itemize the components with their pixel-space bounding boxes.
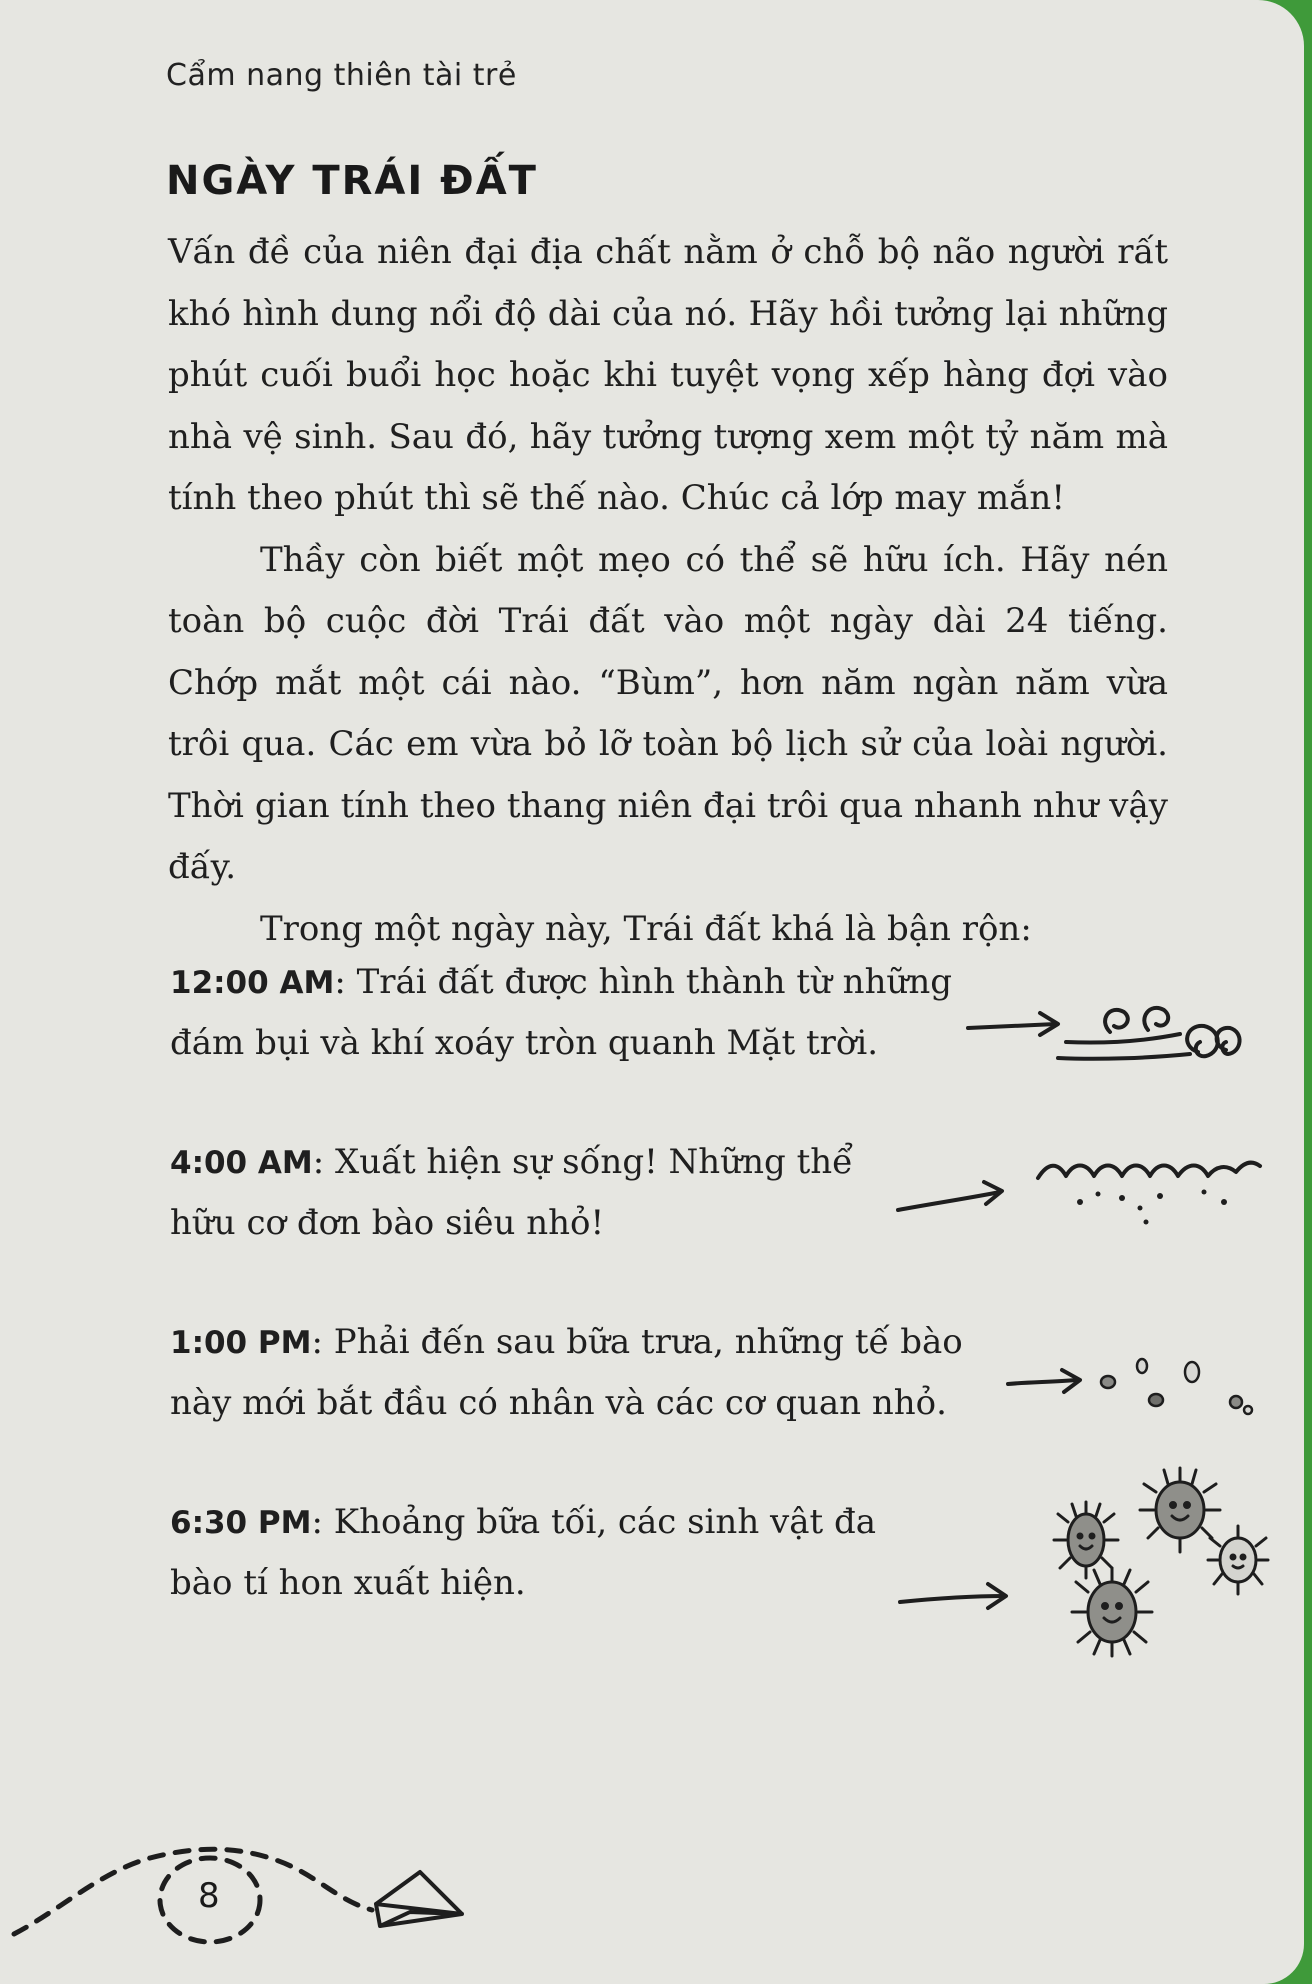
swirl-dust-icon — [1058, 1008, 1240, 1059]
arrow-right-icon — [1008, 1370, 1080, 1392]
wave-dots-icon — [1038, 1163, 1260, 1178]
paragraph-2: Thầy còn biết một mẹo có thể sẽ hữu ích. Hãy nén toàn bộ cuộc đời Trái đất vào một ngày dài 24 tiếng. Chớp mắt một cái nào. “Bùm”, hơn năm ngàn năm vừa trôi qua. Các em vừa bỏ lỡ toàn bộ lịch sử của loài người. Thời gian tính theo thang niên đại trôi qua nhanh như vậy đấy. — [168, 539, 1168, 887]
small-cells-icon — [1101, 1359, 1252, 1414]
arrow-right-icon — [968, 1013, 1058, 1035]
timeline-time: 1:00 PM — [170, 1325, 312, 1361]
section-title: NGÀY TRÁI ĐẤT — [166, 158, 538, 204]
timeline-time: 12:00 AM — [170, 965, 335, 1001]
fuzzy-creatures-icon — [1054, 1468, 1268, 1656]
timeline-text: : Phải đến sau bữa trưa, những tế bào này mới bắt đầu có nhân và các cơ quan nhỏ. — [170, 1322, 963, 1423]
paper-plane-icon — [376, 1872, 462, 1926]
timeline-time: 6:30 PM — [170, 1505, 312, 1541]
arrow-right-icon — [900, 1584, 1006, 1608]
arrow-right-icon — [898, 1182, 1002, 1210]
timeline-time: 4:00 AM — [170, 1145, 313, 1181]
page-number: 8 — [198, 1876, 220, 1916]
paragraph-1: Vấn đề của niên đại địa chất nằm ở chỗ bộ não người rất khó hình dung nổi độ dài của nó. Hãy hồi tưởng lại những phút cuối buổi học hoặc khi tuyệt vọng xếp hàng đợi vào nhà vệ sinh. Sau đó, hãy tưởng tượng xem một tỷ năm mà tính theo phút thì sẽ thế nào. Chúc cả lớp may mắn! — [168, 232, 1168, 518]
timeline-text: : Xuất hiện sự sống! Những thể hữu cơ đơn bào siêu nhỏ! — [170, 1142, 854, 1243]
running-header: Cẩm nang thiên tài trẻ — [166, 58, 517, 93]
timeline-text: : Trái đất được hình thành từ những đám bụi và khí xoáy tròn quanh Mặt trời. — [170, 962, 953, 1063]
paragraph-3: Trong một ngày này, Trái đất khá là bận rộn: — [260, 908, 1032, 949]
timeline-text: : Khoảng bữa tối, các sinh vật đa bào tí hon xuất hiện. — [170, 1502, 877, 1603]
dashed-trail — [14, 1849, 372, 1934]
